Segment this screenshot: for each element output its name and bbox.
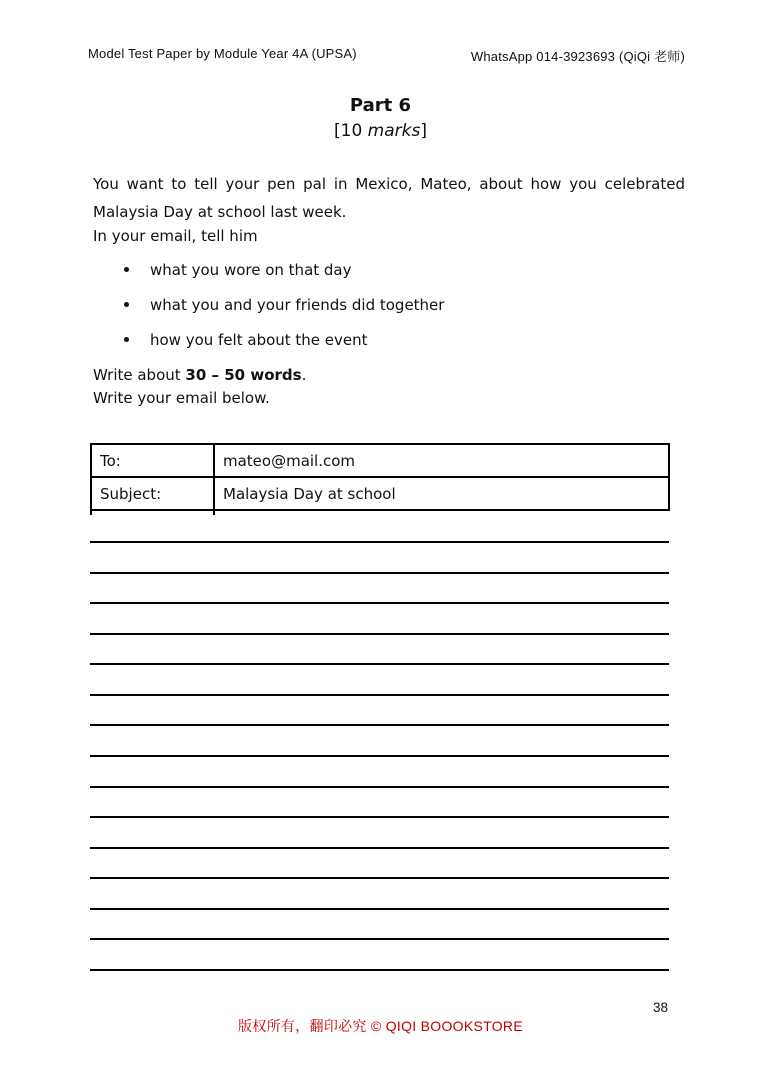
email-field-label: Subject: bbox=[91, 477, 214, 510]
writing-line bbox=[90, 633, 669, 635]
email-field-label: To: bbox=[91, 444, 214, 477]
writing-line bbox=[90, 541, 669, 543]
write-about-suffix: . bbox=[301, 366, 307, 384]
email-form-row bbox=[91, 444, 669, 477]
writing-line bbox=[90, 724, 669, 726]
marks-line bbox=[0, 121, 761, 141]
table-border-stub-left bbox=[90, 509, 92, 515]
table-border-stub-middle bbox=[213, 509, 215, 515]
write-about-instruction bbox=[93, 366, 306, 384]
part-title: Part 6 bbox=[349, 95, 412, 116]
email-field-value: Malaysia Day at school bbox=[214, 477, 669, 510]
page-number: 38 bbox=[652, 1000, 668, 1015]
bullet-list bbox=[122, 261, 602, 366]
bullet-item bbox=[122, 261, 602, 296]
writing-line bbox=[90, 938, 669, 940]
writing-line bbox=[90, 877, 669, 879]
footer-copyright: 版权所有，翻印必究 © QIQI BOOOKSTORE bbox=[238, 1018, 523, 1034]
writing-lines-area bbox=[90, 541, 669, 971]
write-below-instruction: Write your email below. bbox=[93, 389, 270, 407]
write-about-bold: 30 – 50 words bbox=[185, 366, 302, 384]
writing-line bbox=[90, 816, 669, 818]
bullet-text: how you felt about the event bbox=[150, 331, 368, 349]
writing-line bbox=[90, 663, 669, 665]
header-left-text: Model Test Paper by Module Year 4A (UPSA) bbox=[88, 46, 357, 61]
write-about-prefix: Write about bbox=[93, 366, 186, 384]
marks-close: ] bbox=[420, 121, 427, 141]
writing-line bbox=[90, 847, 669, 849]
header-right-text: WhatsApp 014-3923693 (QiQi 老师) bbox=[470, 49, 685, 64]
writing-line bbox=[90, 602, 669, 604]
email-field-value: mateo@mail.com bbox=[214, 444, 669, 477]
email-form-row bbox=[91, 477, 669, 510]
email-form-body bbox=[91, 444, 669, 510]
writing-line bbox=[90, 786, 669, 788]
email-form-table bbox=[90, 443, 670, 511]
bullet-item bbox=[122, 296, 602, 331]
writing-line bbox=[90, 908, 669, 910]
bullet-dot bbox=[124, 337, 129, 342]
intro-paragraph bbox=[93, 170, 685, 226]
writing-line bbox=[90, 572, 669, 574]
bullet-dot bbox=[124, 267, 129, 272]
writing-line bbox=[90, 969, 669, 971]
writing-line bbox=[90, 755, 669, 757]
bullet-dot bbox=[124, 302, 129, 307]
intro-line-2: Malaysia Day at school last week. bbox=[93, 203, 347, 221]
bullet-text: what you wore on that day bbox=[150, 261, 352, 279]
email-prompt: In your email, tell him bbox=[93, 227, 258, 245]
writing-line bbox=[90, 694, 669, 696]
bullet-text: what you and your friends did together bbox=[150, 296, 445, 314]
bullet-item bbox=[122, 331, 602, 366]
marks-open: [10 bbox=[334, 121, 368, 141]
intro-line-1: You want to tell your pen pal in Mexico, Mateo, about how you celebrated bbox=[93, 175, 685, 193]
marks-word: marks bbox=[367, 121, 421, 141]
